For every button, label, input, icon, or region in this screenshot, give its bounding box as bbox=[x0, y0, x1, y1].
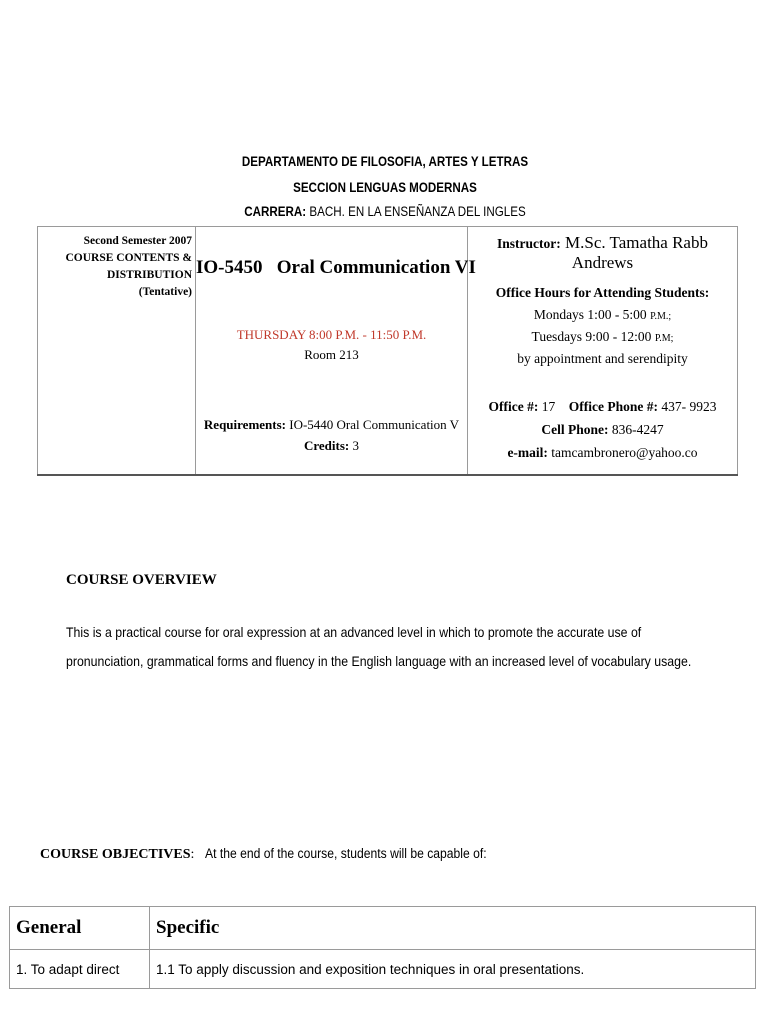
course-room: Room 213 bbox=[304, 347, 359, 362]
office-line bbox=[468, 399, 737, 415]
office-hours-tuesday-time: Tuesdays 9:00 - 12:00 bbox=[531, 329, 652, 344]
credits-value: 3 bbox=[352, 438, 359, 453]
office-hours-tuesday-suffix: P.M; bbox=[654, 333, 674, 344]
office-hours-monday bbox=[468, 307, 737, 323]
specific-objective-text: To apply discussion and exposition techniques in oral presentations. bbox=[178, 961, 585, 977]
cell-phone-label: Cell Phone: bbox=[541, 422, 609, 437]
office-phone-value: 437- 9923 bbox=[661, 399, 717, 414]
course-details-cell bbox=[196, 227, 476, 476]
specific-objective-number: 1.1 bbox=[156, 961, 175, 977]
office-phone-label: Office Phone #: bbox=[568, 399, 658, 414]
course-credits bbox=[196, 438, 467, 454]
semester-label: Second Semester 2007 bbox=[83, 235, 192, 247]
career-heading bbox=[54, 204, 716, 219]
course-overview-text: This is a practical course for oral expression at an advanced level in which to promote the accurate use of pronunciation, grammatical forms and fluency in the English language with an increased level of vocabulary usage. bbox=[66, 624, 692, 669]
instructor-line bbox=[468, 233, 737, 273]
office-hours-title: Office Hours for Attending Students: bbox=[495, 285, 710, 300]
cell-phone-value: 836-4247 bbox=[611, 422, 664, 437]
office-hours-monday-time: Mondays 1:00 - 5:00 bbox=[533, 307, 647, 322]
course-contents-label: COURSE CONTENTS & bbox=[65, 252, 192, 264]
instructor-label: Instructor: bbox=[497, 236, 561, 251]
office-value: 17 bbox=[541, 399, 556, 414]
email-label: e-mail: bbox=[507, 445, 548, 460]
general-objective-number: 1. bbox=[16, 961, 28, 977]
table-row bbox=[10, 950, 756, 989]
career-value: BACH. EN LA ENSEÑANZA DEL INGLES bbox=[309, 204, 526, 219]
course-overview-title: COURSE OVERVIEW bbox=[66, 572, 217, 588]
email-line bbox=[468, 445, 737, 461]
objectives-label: COURSE OBJECTIVES bbox=[40, 847, 191, 862]
course-requirements bbox=[196, 417, 467, 433]
specific-column-header: Specific bbox=[150, 907, 756, 950]
requirements-value: IO-5440 Oral Communication V bbox=[289, 417, 460, 432]
general-column-header: General bbox=[10, 907, 150, 950]
email-value[interactable]: tamcambronero@yahoo.co bbox=[551, 445, 698, 460]
office-hours-appointment: by appointment and serendipity bbox=[517, 351, 688, 366]
objectives-colon: : bbox=[190, 847, 195, 862]
general-objective-cell bbox=[10, 950, 150, 989]
tentative-label: (Tentative) bbox=[138, 286, 192, 298]
course-objectives-heading bbox=[40, 846, 518, 863]
course-schedule: THURSDAY 8:00 P.M. - 11:50 P.M. bbox=[236, 327, 427, 342]
specific-objective-cell bbox=[150, 950, 756, 989]
department-heading: DEPARTAMENTO DE FILOSOFIA, ARTES Y LETRAS bbox=[241, 154, 529, 169]
cell-phone-line bbox=[468, 422, 737, 438]
instructor-name: M.Sc. Tamatha Rabb Andrews bbox=[565, 233, 708, 272]
instructor-cell bbox=[468, 227, 738, 476]
course-meta-cell bbox=[38, 227, 196, 476]
credits-label: Credits: bbox=[303, 438, 350, 453]
office-hours-tuesday bbox=[468, 329, 737, 345]
distribution-label: DISTRIBUTION bbox=[107, 269, 192, 281]
requirements-label: Requirements: bbox=[203, 417, 286, 432]
office-label: Office #: bbox=[488, 399, 539, 414]
general-objective-text: To adapt direct bbox=[30, 961, 120, 977]
objectives-intro: At the end of the course, students will be capable of: bbox=[204, 846, 487, 861]
course-info-table bbox=[37, 226, 738, 476]
objectives-table bbox=[9, 906, 756, 989]
section-heading: SECCION LENGUAS MODERNAS bbox=[293, 180, 477, 195]
course-title: IO-5450 Oral Communication VI bbox=[196, 257, 476, 278]
office-hours-monday-suffix: P.M.; bbox=[650, 311, 672, 322]
career-label: CARRERA: bbox=[244, 204, 307, 219]
